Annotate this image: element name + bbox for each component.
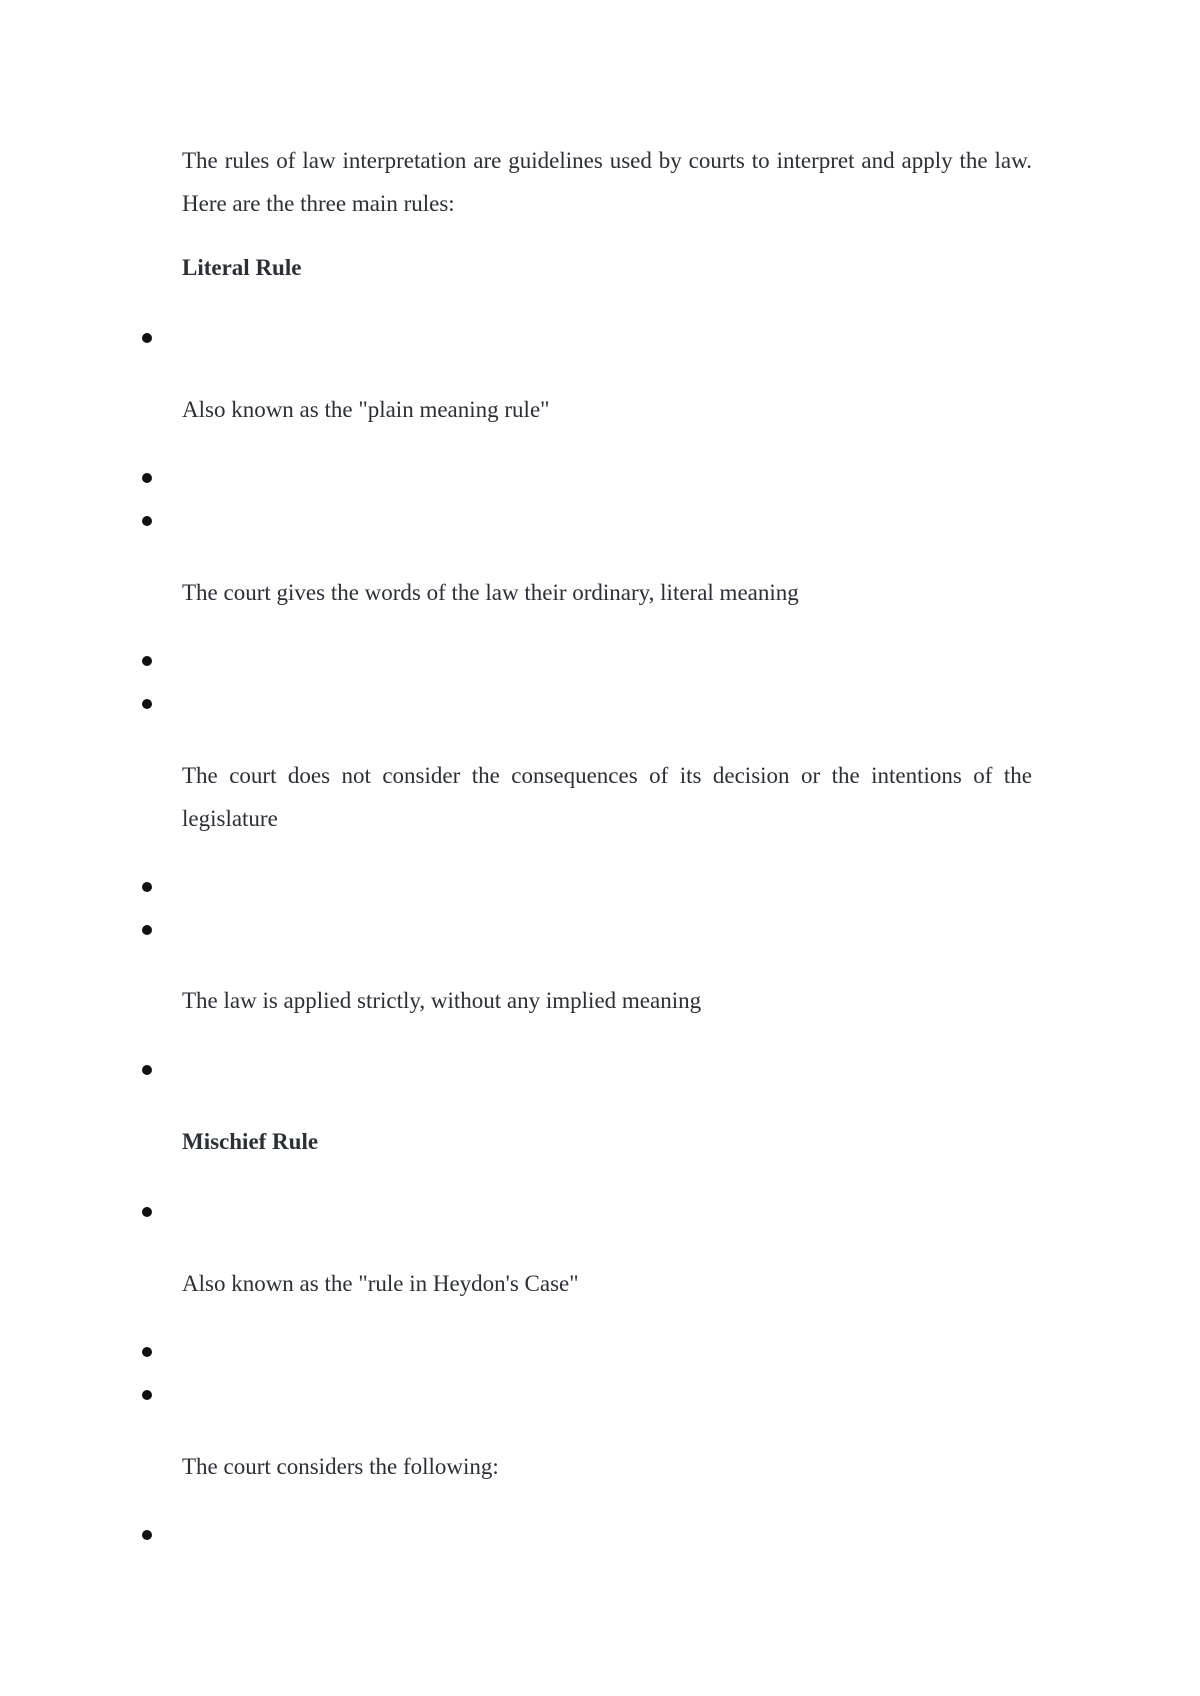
- bullet-marker: [142, 1530, 152, 1540]
- literal-rule-point-4: The law is applied strictly, without any implied meaning: [182, 988, 702, 1013]
- intro-paragraph: The rules of law interpretation are guidelines used by courts to interpret and apply the law. Here are the three main rules:: [182, 148, 1032, 216]
- literal-rule-heading: Literal Rule: [182, 255, 302, 280]
- bullet-marker: [142, 1390, 152, 1400]
- literal-rule-point-1: Also known as the "plain meaning rule": [182, 397, 550, 422]
- mischief-rule-point-2: The court considers the following:: [182, 1454, 499, 1479]
- mischief-rule-point-1: Also known as the "rule in Heydon's Case": [182, 1271, 579, 1296]
- bullet-marker: [142, 699, 152, 709]
- bullet-marker: [142, 925, 152, 935]
- bullet-marker: [142, 333, 152, 343]
- bullet-marker: [142, 882, 152, 892]
- bullet-marker: [142, 516, 152, 526]
- literal-rule-point-3: The court does not consider the consequences of its decision or the intentions of the legislature: [182, 763, 1032, 831]
- bullet-marker: [142, 1207, 152, 1217]
- bullet-marker: [142, 1065, 152, 1075]
- bullet-marker: [142, 1347, 152, 1357]
- bullet-marker: [142, 656, 152, 666]
- bullet-marker: [142, 473, 152, 483]
- literal-rule-point-2: The court gives the words of the law their ordinary, literal meaning: [182, 580, 799, 605]
- mischief-rule-heading: Mischief Rule: [182, 1129, 319, 1154]
